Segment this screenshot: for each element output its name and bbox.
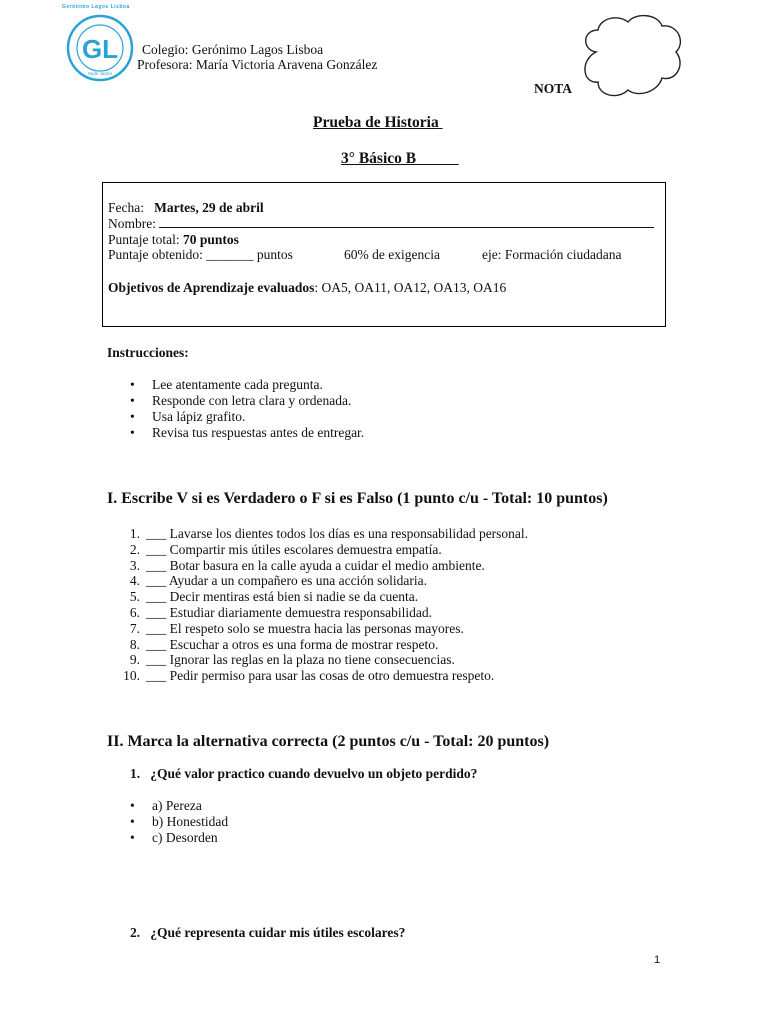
list-item: 3. ___ Botar basura en la calle ayuda a cuidar el medio ambiente. [129,557,485,573]
logo-letters: GL [81,34,119,64]
question-number: 1. [130,766,141,781]
date-value: Martes, 29 de abril [154,200,264,215]
section2-heading: II. Marca la alternativa correcta (2 puntos c/u - Total: 20 puntos) [107,733,550,750]
name-line [108,215,658,232]
logo-sub: Sede Jardín [87,71,113,76]
grade-label: NOTA [534,81,573,96]
question-1-options [106,798,228,846]
list-item: 5. ___ Decir mentiras está bien si nadie se da cuenta. [129,589,419,605]
objectives-line [108,280,506,296]
school-logo [66,14,134,82]
score-obtained-label: Puntaje obtenido: _______ puntos [108,247,293,262]
score-total-value: 70 puntos [183,232,239,247]
objectives-value: : OA5, OA11, OA12, OA13, OA16 [314,280,507,295]
score-total-label: Puntaje total: [108,232,180,247]
title-text: Prueba de Historia [313,114,439,131]
section1-list [100,526,528,684]
course-label [341,150,459,168]
option-a[interactable]: • a) Pereza [106,798,228,814]
score-total-line [108,232,239,248]
axis-text: eje: Formación ciudadana [482,247,622,262]
list-item: 6. ___ Estudiar diariamente demuestra responsabilidad. [129,604,433,620]
name-field[interactable] [159,215,654,228]
course-text: 3° Básico B [341,150,417,167]
name-label: Nombre: [108,216,156,231]
objectives-label: Objetivos de Aprendizaje evaluados [108,280,315,295]
question-1 [130,766,477,782]
option-c[interactable]: • c) Desorden [106,830,228,846]
list-item: 2. ___ Compartir mis útiles escolares demuestra empatía. [129,541,442,557]
list-item: • Revisa tus respuestas antes de entregar. [106,425,364,441]
list-item: • Responde con letra clara y ordenada. [106,393,364,409]
list-item: 1. ___ Lavarse los dientes todos los días es una responsabilidad personal. [129,526,529,541]
list-item: 9. ___ Ignorar las reglas en la plaza no tiene consecuencias. [129,652,455,668]
teacher-name: Profesora: María Victoria Aravena González [137,57,378,72]
grade-cloud [578,12,688,104]
instructions-list [106,377,364,441]
option-b[interactable]: • b) Honestidad [106,814,228,830]
question-text: ¿Qué representa cuidar mis útiles escolares? [150,925,406,940]
question-text: ¿Qué valor practico cuando devuelvo un objeto perdido? [150,766,478,781]
list-item: 4. ___ Ayudar a un compañero es una acción solidaria. [129,573,428,589]
list-item: 10. ___ Pedir permiso para usar las cosas de otro demuestra respeto. [123,668,495,684]
page-number: 1 [654,954,661,966]
school-name: Colegio: Gerónimo Lagos Lisboa [142,42,324,57]
list-item: 7. ___ El respeto solo se muestra hacia las personas mayores. [129,620,464,636]
list-item: 8. ___ Escuchar a otros es una forma de mostrar respeto. [129,636,439,652]
list-item: • Lee atentamente cada pregunta. [106,377,364,393]
section1-heading: I. Escribe V si es Verdadero o F si es Falso (1 punto c/u - Total: 10 puntos) [107,490,608,507]
page-title [313,114,443,132]
instructions-heading: Instrucciones: [107,345,189,360]
requirement-text: 60% de exigencia [344,247,440,262]
logo-ring-text: Gerónimo Lagos Lisboa [62,4,130,10]
question-2 [130,925,405,941]
date-label: Fecha: [108,200,144,215]
list-item: • Usa lápiz grafito. [106,409,364,425]
question-number: 2. [130,925,141,940]
date-line [108,200,264,216]
